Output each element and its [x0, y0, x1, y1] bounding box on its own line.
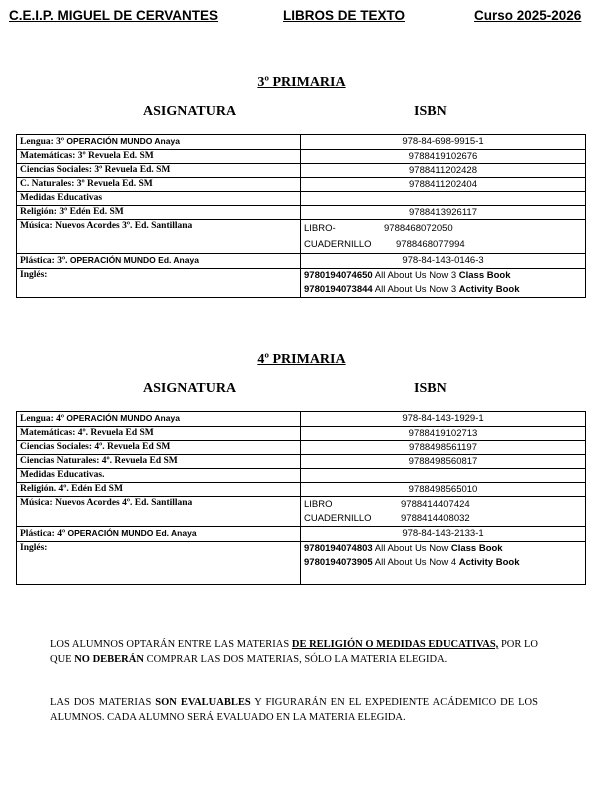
- table-row: [17, 220, 586, 254]
- section-title-3: 3º PRIMARIA: [257, 75, 346, 90]
- subject-cell: Medidas Educativas.: [17, 469, 301, 483]
- isbn-cell: [301, 192, 586, 206]
- subject-cell: Lengua: 4º OPERACIÓN MUNDO Anaya: [17, 412, 301, 427]
- subject-cell: Matemáticas: 3º Revuela Ed. SM: [17, 150, 301, 164]
- header-title: LIBROS DE TEXTO: [283, 8, 406, 23]
- subject-cell: Ciencias Sociales: 3º Revuela Ed. SM: [17, 164, 301, 178]
- isbn-cell: LIBRO- 9788468072050 CUADERNILLO 9788468077994: [301, 220, 586, 254]
- isbn-cell: 978-84-143-0146-3: [301, 254, 586, 269]
- isbn-cell: 9788498565010: [301, 483, 586, 497]
- table-row: [17, 455, 586, 469]
- column-head-isbn: ISBN: [414, 104, 447, 119]
- header-course: Curso 2025-2026: [474, 8, 582, 23]
- table-row: [17, 192, 586, 206]
- isbn-cell: [301, 469, 586, 483]
- subject-cell: Religión. 4º. Edén Ed SM: [17, 483, 301, 497]
- isbn-cell: 9780194074803 All About Us Now Class Book 9780194073905 All About Us Now 4 Activity Book: [301, 542, 586, 585]
- isbn-cell: 9788419102676: [301, 150, 586, 164]
- isbn-cell: 9788419102713: [301, 427, 586, 441]
- table-row: [17, 412, 586, 427]
- isbn-cell: 978-84-143-2133-1: [301, 527, 586, 542]
- subject-cell: Lengua: 3º OPERACIÓN MUNDO Anaya: [17, 135, 301, 150]
- table-row: [17, 150, 586, 164]
- table-row: [17, 164, 586, 178]
- table-row: [17, 178, 586, 192]
- note-evaluation: LAS DOS MATERIAS SON EVALUABLES Y FIGURARÁN EN EL EXPEDIENTE ACÁDEMICO DE LOS ALUMNOS. CADA ALUMNO SERÁ EVALUADO EN LA MATERIA ELEGIDA.: [50, 697, 538, 723]
- subject-cell: Religión: 3º Edén Ed. SM: [17, 206, 301, 220]
- table-row: [17, 483, 586, 497]
- isbn-cell: 978-84-698-9915-1: [301, 135, 586, 150]
- subject-cell: Matemáticas: 4º. Revuela Ed SM: [17, 427, 301, 441]
- column-head-subject: ASIGNATURA: [143, 104, 237, 119]
- subject-cell: Música: Nuevos Acordes 4º. Ed. Santillana: [17, 497, 301, 527]
- books-table-4: [16, 411, 586, 585]
- column-head-isbn: ISBN: [414, 381, 447, 396]
- isbn-cell: LIBRO 9788414407424 CUADERNILLO 9788414408032: [301, 497, 586, 527]
- subject-cell: Ciencias Naturales: 4º. Revuela Ed SM: [17, 455, 301, 469]
- table-row: [17, 497, 586, 527]
- books-table-3: [16, 134, 586, 298]
- subject-cell: Inglés:: [17, 542, 301, 585]
- subject-cell: Plástica: 4º OPERACIÓN MUNDO Ed. Anaya: [17, 527, 301, 542]
- isbn-cell: 9788498561197: [301, 441, 586, 455]
- table-row: [17, 441, 586, 455]
- isbn-cell: 9788411202428: [301, 164, 586, 178]
- table-row: [17, 427, 586, 441]
- subject-cell: Plástica: 3º. OPERACIÓN MUNDO Ed. Anaya: [17, 254, 301, 269]
- subject-cell: C. Naturales: 3º Revuela Ed. SM: [17, 178, 301, 192]
- section-title-4: 4º PRIMARIA: [257, 352, 346, 367]
- isbn-cell: 9780194074650 All About Us Now 3 Class Book 9780194073844 All About Us Now 3 Activity Book: [301, 269, 586, 298]
- table-row: [17, 254, 586, 269]
- subject-cell: Inglés:: [17, 269, 301, 298]
- subject-cell: Medidas Educativas: [17, 192, 301, 206]
- subject-cell: Música: Nuevos Acordes 3º. Ed. Santillana: [17, 220, 301, 254]
- table-row: [17, 469, 586, 483]
- table-row: [17, 542, 586, 585]
- table-row: [17, 269, 586, 298]
- isbn-cell: 978-84-143-1929-1: [301, 412, 586, 427]
- isbn-cell: 9788413926117: [301, 206, 586, 220]
- table-row: [17, 527, 586, 542]
- header-school: C.E.I.P. MIGUEL DE CERVANTES: [9, 8, 219, 23]
- subject-cell: Ciencias Sociales: 4º. Revuela Ed SM: [17, 441, 301, 455]
- note-choice: LOS ALUMNOS OPTARÁN ENTRE LAS MATERIAS DE RELIGIÓN O MEDIDAS EDUCATIVAS, POR LO QUE NO DEBERÁN COMPRAR LAS DOS MATERIAS, SÓLO LA MATERIA ELEGIDA.: [50, 639, 538, 665]
- column-head-subject: ASIGNATURA: [143, 381, 237, 396]
- table-row: [17, 206, 586, 220]
- isbn-cell: 9788498560817: [301, 455, 586, 469]
- table-row: [17, 135, 586, 150]
- isbn-cell: 9788411202404: [301, 178, 586, 192]
